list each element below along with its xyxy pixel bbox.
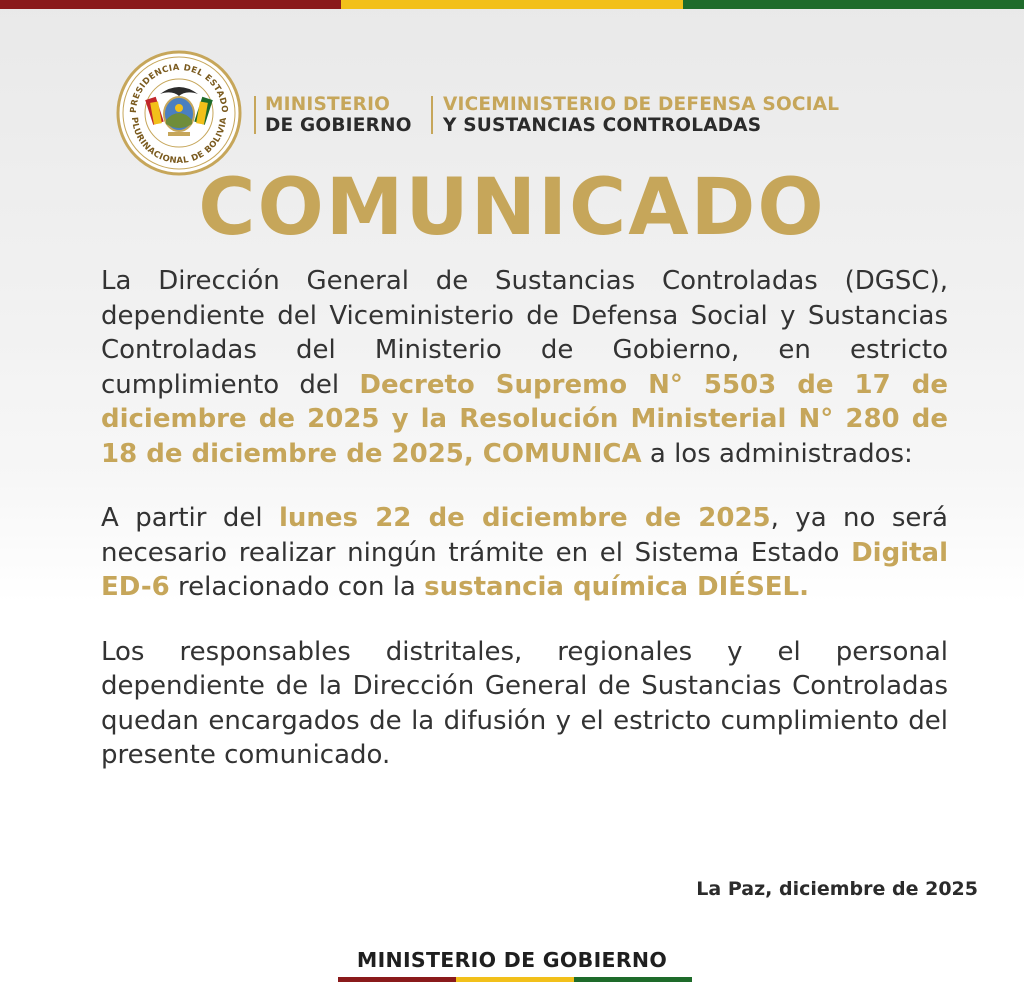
- footer-ministry: MINISTERIO DE GOBIERNO: [356, 948, 668, 972]
- paragraph-3-text: Los responsables distritales, regionales y el personal dependiente de la Dirección General de Sustancias Controladas quedan encargados de la difusión y el estricto cumplimiento del presente comunicado.: [101, 636, 948, 770]
- footer-stripe-red: [338, 977, 456, 982]
- footer-stripe-green: [574, 977, 692, 982]
- viceministry-name: [443, 94, 839, 136]
- svg-text:PLURINACIONAL DE BOLIVIA: PLURINACIONAL DE BOLIVIA: [128, 116, 230, 167]
- viceministry-line-2: Y SUSTANCIAS CONTROLADAS: [443, 115, 762, 136]
- paragraph-2-highlight-date: lunes 22 de diciembre de 2025: [278, 503, 771, 533]
- paragraph-2-highlight-system: Digital ED-6: [101, 537, 948, 602]
- paragraph-2-highlight-substance: sustancia química DIÉSEL.: [424, 572, 809, 602]
- presidency-seal-icon: [116, 50, 242, 176]
- paragraph-2-text: A partir del: [101, 503, 279, 533]
- ministry-line-2: DE GOBIERNO: [265, 115, 412, 136]
- paragraph-1-highlight: Decreto Supremo N° 5503 de 17 de diciembre de 2025 y la Resolución Ministerial N° 280 de 18 de diciembre de 2025, COMUNICA: [101, 369, 948, 469]
- header-divider: [431, 96, 433, 134]
- communique-body: [101, 264, 948, 803]
- paragraph-2-text-mid2: relacionado con la: [169, 572, 425, 602]
- svg-text:PRESIDENCIA DEL ESTADO: PRESIDENCIA DEL ESTADO: [128, 62, 230, 114]
- paragraph-2: [101, 501, 948, 605]
- top-color-stripe: [0, 0, 1024, 9]
- page-title: COMUNICADO: [198, 163, 826, 253]
- viceministry-line-1: VICEMINISTERIO DE DEFENSA SOCIAL: [443, 94, 840, 115]
- paragraph-3: [101, 635, 948, 773]
- footer-stripe-yellow: [456, 977, 574, 982]
- paragraph-1-text: La Dirección General de Sustancias Controladas (DGSC), dependiente del Viceministerio de Defensa Social y Sustancias Controladas del Ministerio de Gobierno, en estricto cumplimiento del: [101, 266, 948, 400]
- paragraph-2-text-mid: , ya no será necesario realizar ningún trámite en el Sistema Estado: [101, 503, 948, 568]
- stripe-red: [0, 0, 341, 9]
- stripe-yellow: [341, 0, 682, 9]
- footer-color-stripe: [338, 977, 692, 982]
- ministry-name: [265, 94, 412, 136]
- header-divider: [254, 96, 256, 134]
- stripe-green: [683, 0, 1024, 9]
- date-place: La Paz, diciembre de 2025: [696, 878, 978, 900]
- ministry-line-1: MINISTERIO: [265, 94, 391, 115]
- paragraph-1-text-end: a los administrados:: [641, 438, 913, 469]
- paragraph-1: [101, 264, 948, 471]
